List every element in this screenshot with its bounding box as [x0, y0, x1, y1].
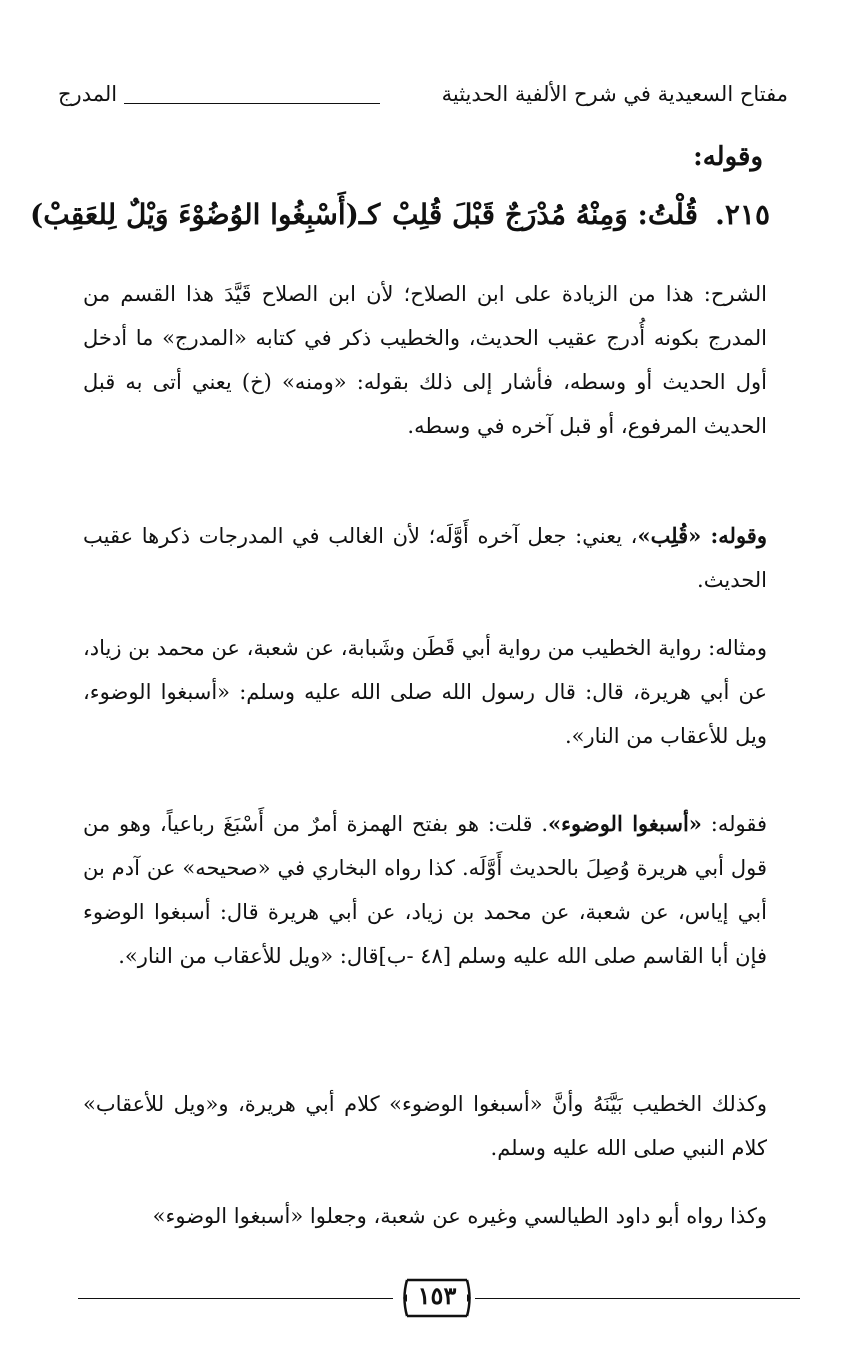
paragraph-text: . قلت: هو بفتح الهمزة أمرٌ من أَسْبَغَ رباعياً، وهو من قول أبي هريرة وُصِلَ بالحديث أَوَّلَه. كذا رواه البخاري في «صحيحه» عن آدم بن أبي إياس، عن شعبة، عن محمد بن زياد، عن أبي هريرة قال: أسبغوا الوضوء فإن أبا القاسم صلى الله عليه وسلم [٤٨ -ب]قال: «ويل للأعقاب من النار».: [83, 812, 767, 968]
footer-rule-left: [78, 1298, 393, 1299]
explanation-paragraph: [83, 514, 767, 602]
continuation-paragraph: وكذا رواه أبو داود الطيالسي وغيره عن شعبة، وجعلوا «أسبغوا الوضوء»: [152, 1204, 767, 1228]
paragraph-text: ، يعني: جعل آخره أَوَّلَه؛ لأن الغالب في المدرجات ذكرها عقيب الحديث.: [83, 524, 767, 592]
quoted-term: «أسبغوا الوضوء»: [548, 811, 702, 836]
header-rule: [124, 103, 380, 104]
footer-rule-right: [475, 1298, 800, 1299]
verse-hemistich-1: قُلْتُ: وَمِنْهُ مُدْرَجٌ قَبْلَ قُلِبْ: [392, 198, 698, 231]
page-number: ١٥٣: [417, 1281, 457, 1310]
paragraph-lead: فقوله:: [701, 812, 767, 836]
verse-hemistich-2: كـ(أَسْبِغُوا الوُضُوْءَ وَيْلٌ لِلعَقِبْ): [30, 198, 381, 231]
clarification-paragraph: وكذلك الخطيب بَيَّنَهُ وأنَّ «أسبغوا الوضوء» كلام أبي هريرة، و«ويل للأعقاب» كلام النبي صلى الله عليه وسلم.: [83, 1092, 767, 1160]
commentary-paragraph: الشرح: هذا من الزيادة على ابن الصلاح؛ لأن ابن الصلاح قَيَّدَ هذا القسم من المدرج بكونه أُدرج عقيب الحديث، والخطيب ذكر في كتابه «المدرج» ما أدخل أول الحديث أو وسطه، فأشار إلى ذلك بقوله: «ومنه» (خ) يعني أتى به قبل الحديث المرفوع، أو قبل آخره في وسطه.: [83, 282, 767, 438]
quoted-term: وقوله: «قُلِب»: [637, 523, 767, 548]
example-paragraph: ومثاله: رواية الخطيب من رواية أبي قَطَن وشَبابة، عن شعبة، عن محمد بن زياد، عن أبي هريرة، قال: قال رسول الله صلى الله عليه وسلم: «أسبغوا الوضوء، ويل للأعقاب من النار».: [83, 636, 767, 748]
section-title: المدرج: [58, 82, 118, 106]
book-title: مفتاح السعيدية في شرح الألفية الحديثية: [441, 82, 788, 106]
verse-line: [30, 198, 770, 248]
page-footer: [78, 1270, 800, 1330]
verse-number: ٢١٥.: [715, 198, 770, 231]
analysis-paragraph: [83, 802, 767, 978]
intro-label: وقوله:: [693, 142, 763, 172]
running-header: [58, 82, 788, 116]
